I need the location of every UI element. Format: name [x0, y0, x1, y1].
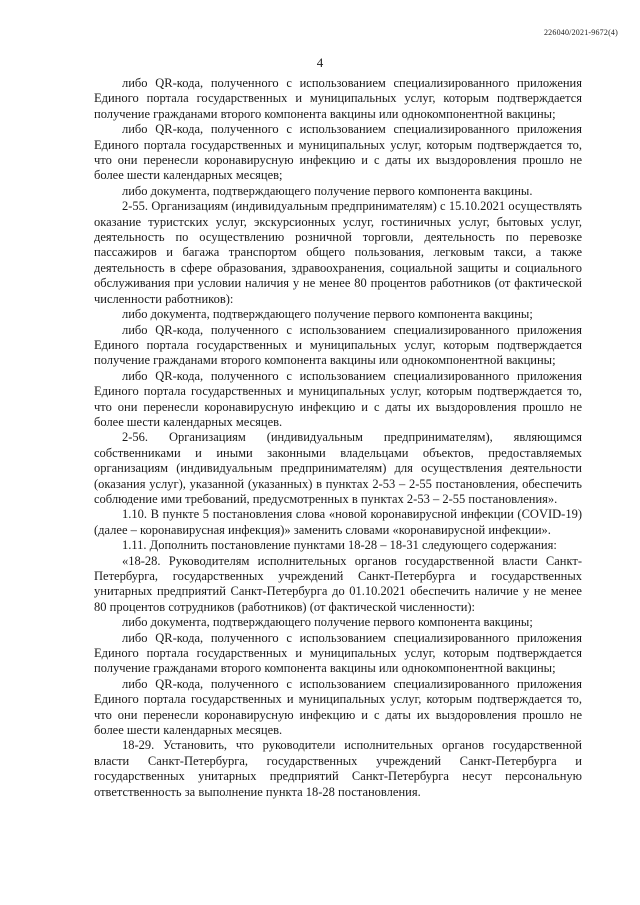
paragraph-2-56: 2-56. Организациям (индивидуальным предпринимателям), являющимся собственниками и иными законными владельцами объектов, предоставляемых организациям (индивидуальным предпринимателям) для осуществления деятельности (оказания услуг), указанной (указанных) в пунктах 2-53 – 2-55 постановления, обеспечить соблюдение ими требований, предусмотренных в пунктах 2-53 – 2-55 постановления».	[94, 430, 582, 506]
paragraph: либо документа, подтверждающего получение первого компонента вакцины.	[122, 183, 533, 198]
document-registration-number: 226040/2021-9672(4)	[543, 28, 618, 37]
paragraph: либо документа, подтверждающего получение первого компонента вакцины;	[122, 615, 533, 630]
paragraph-1-10: 1.10. В пункте 5 постановления слова «новой коронавирусной инфекции (COVID-19) (далее – коронавирусная инфекция)» заменить словами «коронавирусной инфекции».	[94, 507, 582, 537]
paragraph: либо QR-кода, полученного с использованием специализированного приложения Единого портала государственных и муниципальных услуг, которым подтверждается получение гражданами второго компонента вакцины или однокомпонентной вакцины;	[94, 630, 582, 676]
paragraph: либо QR-кода, полученного с использованием специализированного приложения Единого портала государственных и муниципальных услуг, которым подтверждается то, что они перенесли коронавирусную инфекцию и с даты их выздоровления прошло не более шести календарных месяцев;	[94, 122, 582, 183]
page-number: 4	[316, 55, 324, 70]
paragraph-2-55: 2-55. Организациям (индивидуальным предпринимателям) с 15.10.2021 осуществлять оказание туристских услуг, экскурсионных услуг, гостиничных услуг, бытовых услуг, деятельность по осуществлению розничной торговли, деятельность по перевозке пассажиров и багажа транспортом общего пользования, легковым такси, а также деятельность в сфере образования, здравоохранения, социальной защиты и социального обслуживания при условии наличия у не менее 80 процентов работников (от фактической численности работников):	[94, 199, 582, 306]
paragraph-18-28: «18-28. Руководителям исполнительных органов государственной власти Санкт-Петербурга, государственных учреждений Санкт-Петербурга и государственных унитарных предприятий Санкт-Петербурга до 01.10.2021 обеспечить наличие у не менее 80 процентов сотрудников (работников) (от фактической численности):	[94, 553, 582, 614]
paragraph-18-29: 18-29. Установить, что руководители исполнительных органов государственной власти Санкт-Петербурга, государственных учреждений Санкт-Петербурга и государственных унитарных предприятий Санкт-Петербурга несут персональную ответственность за выполнение пункта 18-28 постановления.	[94, 738, 582, 799]
paragraph: либо QR-кода, полученного с использованием специализированного приложения Единого портала государственных и муниципальных услуг, которым подтверждается получение гражданами второго компонента вакцины или однокомпонентной вакцины;	[94, 76, 582, 121]
paragraph-1-11: 1.11. Дополнить постановление пунктами 18-28 – 18-31 следующего содержания:	[122, 538, 557, 553]
paragraph: либо документа, подтверждающего получение первого компонента вакцины;	[122, 307, 533, 322]
paragraph: либо QR-кода, полученного с использованием специализированного приложения Единого портала государственных и муниципальных услуг, которым подтверждается то, что они перенесли коронавирусную инфекцию и с даты их выздоровления прошло не более шести календарных месяцев.	[94, 676, 582, 738]
paragraph: либо QR-кода, полученного с использованием специализированного приложения Единого портала государственных и муниципальных услуг, которым подтверждается получение гражданами второго компонента вакцины или однокомпонентной вакцины;	[94, 322, 582, 368]
paragraph: либо QR-кода, полученного с использованием специализированного приложения Единого портала государственных и муниципальных услуг, которым подтверждается то, что они перенесли коронавирусную инфекцию и с даты их выздоровления прошло не более шести календарных месяцев.	[94, 368, 582, 429]
document-body	[94, 76, 582, 800]
